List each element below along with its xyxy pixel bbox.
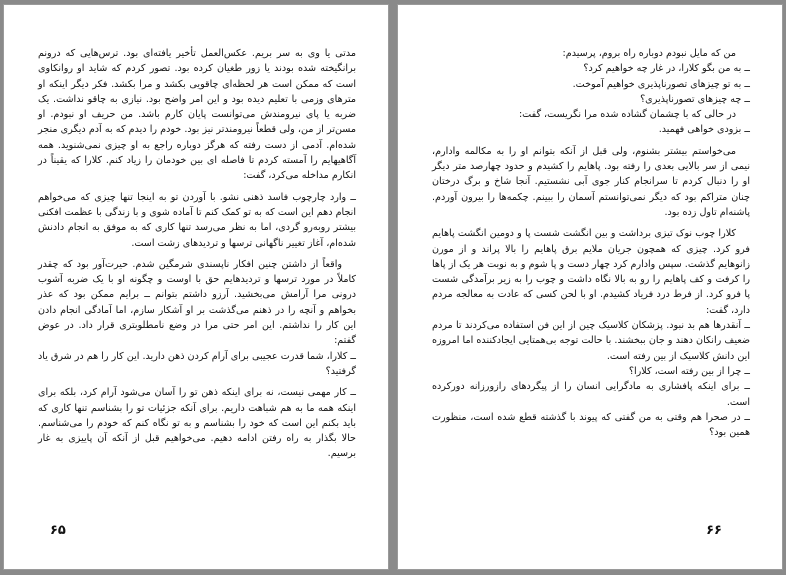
paragraph: در حالی که با چشمان گشاده شده مرا نگریست، گفت: <box>518 109 736 121</box>
paragraph: ــ کلارا، شما قدرت عجیبی برای آرام کردن ذهن دارید. این کار را هم در شرق یاد گرفتید؟ <box>38 350 356 377</box>
paragraph: من که مایل نبودم دوباره راه بروم، پرسیدم: <box>562 48 736 59</box>
paragraph: ــ در صحرا هم وقتی به من گفتی که پیوند با گذشته قطع شده است، منظورت همین بود؟ <box>432 411 750 439</box>
page-number: ۶۵ <box>50 523 66 538</box>
paragraph: کلارا چوب نوک تیزی برداشت و بین انگشت شست پا و دومین انگشت پاهایم فرو کرد. چیزی که همچون جریان ملایم برق پاهایم را بالا پراند و از مورن زانوهایم گذشت. سپس وادارم کرد چهار دست و پا شوم و به نوبت هر یک از پاها را کرفت و کف پاهایم را رو به بالا نگاه داشت و چوب را به زیر برآمدگی شست پا فرو کرد. از فرط درد فریاد کشیدم. او با لحن کسی که عادت به معالجه مردم دارد، گفت: <box>432 228 750 316</box>
paragraph: مدتی یا وی به سر بریم. عکس‌العمل تأخیر یافته‌ای بود. ترس‌هایی که درونم برانگیخته شده بودند یا زور طغیان کرده بود. تصور کردم که شاید او روانکاوی است که ممکن است هر لحظه‌ای چاقویی بکشد و مرا بکشد. فکر دیگر اینکه او مترهای وزمی با تعلیم دیده بود و این امر واضح بود. نیازی به چاقو نداشت. یک ضربه یا پای نیرومندش می‌توانست پایان کارم باشد. من حریف او نبودم. او مسن‌تر از من، ولی قطعاً نیرومندتر نیز بود. خودم را دیدم که به آدم دیگری منجر شده‌ام. آدمی از دست رفته که هرگز دوباره راجع به او چیزی نمی‌شنوید. همه‌ آگاهیهایم را آمسته کردم تا فاصله‌ ‌ای بین خودمان را زیاد کنم. کلارا که یقیناً در انکارم مداخله می‌کرد، گفت: <box>38 48 356 182</box>
paragraph: ــ برای اینکه پافشاری به مادگرایی انسان را از پیگردهای رازورزانه دورکرده است. <box>432 381 750 408</box>
right-page-text <box>432 46 750 440</box>
left-page <box>3 4 389 570</box>
paragraph: ــ چرا از بین رفته است، کلارا؟ <box>628 365 750 377</box>
paragraph: ــ وارد چارچوب فاسد ذهنی نشو. با آوردن تو به اینجا تنها چیزی که می‌خواهم انجام دهم این است که به تو کمک کنم تا آماده شوی و با زندگی با عظمت افکنی بیشتر روبه‌رو گردی، اما به نظر می‌رسد تنها کاری که به موفق به انجام دادنش شده‌ام، آغاز تغییر ناگهانی ترسها و تردیدهای زشت است. <box>38 191 356 249</box>
paragraph: ــ آنقدرها هم بد نبود. پزشکان کلاسیک چین از این فن استفاده می‌کردند تا مردم ضعیف رانکان دهند و جان ببخشند. با حالت توجه بی‌همتایی ایجادکننده اما امروزه این دانش کلاسیک از بین رفته است. <box>432 320 750 362</box>
paragraph: ــ چه چیزهای تصورناپذیری؟ <box>640 93 750 105</box>
paragraph: ــ کار مهمی نیست، نه برای اینکه ذهن تو را آسان می‌شود آرام کرد، بلکه برای اینکه همه ما به هم شباهت داریم. برای آنکه جزئیات تو را بشناسم تنها کاری که باید بکنم این است که خود را بشناسم و به تو نگاه کنم که خودم را می‌شناسم. حالا بگذار به راه رفتن ادامه دهیم. می‌خواهیم قبل از آنکه آن پاییزی به غار برسیم. <box>38 387 356 460</box>
right-page <box>397 4 783 570</box>
paragraph: ــ به تو چیزهای تصورناپذیری خواهیم آموخت. <box>572 78 750 90</box>
page-number: ۶۶ <box>706 523 722 538</box>
paragraph: واقعاً از داشتن چنین افکار ناپسندی شرمگین شدم. حیرت‌آور بود که چقدر کاملاً در مورد ترسها و تردیدهایم حق با اوست و چگونه او با یک ضربه آشوب درونی مرا آرامش می‌بخشید. آرزو داشتم بتوانم ــ برایم ممکن بود که عذر بخواهم و آنچه را در ذهنم می‌گذشت بر او آشکار سازم، اما آمادگی انجام دادن این کار را نداشتم. این امر حتی مرا در وضع نامطلوبتری قرار داد. در عوض گفتم: <box>38 258 356 347</box>
paragraph: می‌خواستم بیشتر بشنوم، ولی قبل از آنکه بتوانم او را به مکالمه وادارم، نیمی از سر بالایی بعدی را رفته بود. پاهایم را کشیدم و حدود چهارصد متر دیگر او را دنبال کردم تا سرانجام کنار جوی آبی نشستیم. آنجا شاخ و برگ درختان چنان متراکم بود که دیگر نمی‌توانستم آسمان را ببینم. چکمه‌ها را بیرون آوردم. پاشنه‌ام تاول زده بود. <box>432 145 750 218</box>
paragraph: ــ به من بگو کلارا، در غار چه خواهیم کرد؟ <box>583 63 750 75</box>
left-page-text <box>38 46 356 462</box>
paragraph: ــ بزودی خواهی فهمید. <box>658 124 750 136</box>
